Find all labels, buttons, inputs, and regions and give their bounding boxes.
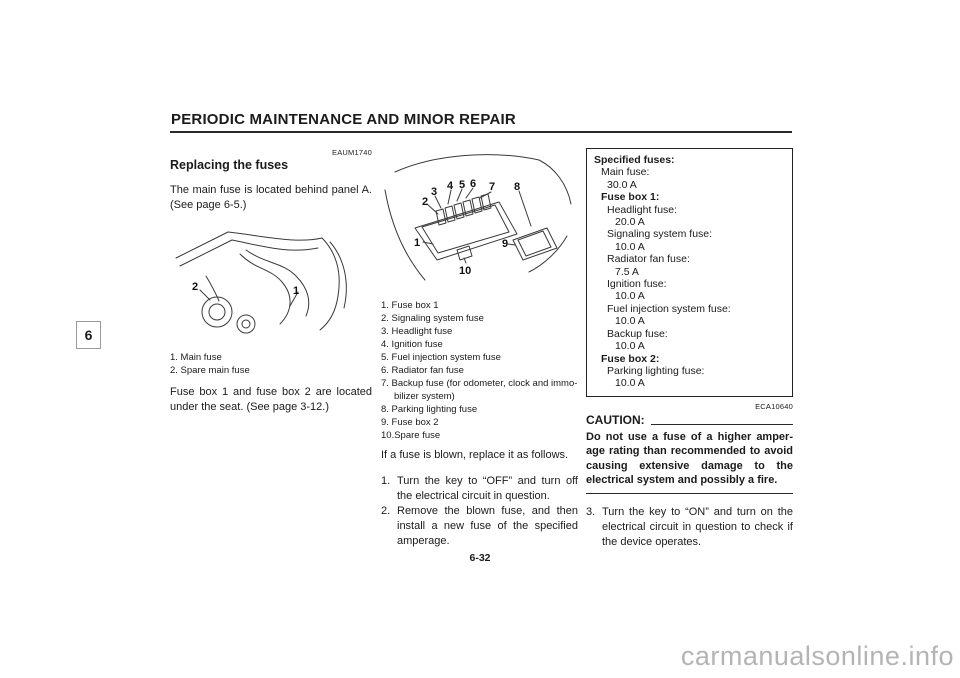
figure-caption: 6. Radiator fan fuse [381,365,464,376]
section-heading: Replacing the fuses [170,158,289,172]
caution-code: ECA10640 [755,401,793,411]
step-text: Turn the key to “ON” and turn on the electrical circuit in question to check if the device operates. [602,505,793,548]
figure-callout-1: 1 [414,237,421,249]
step-text: Turn the key to “OFF” and turn off the electrical circuit in question. [397,475,578,502]
figure-caption: 2. Spare main fuse [170,365,250,376]
caution-label: CAUTION: [586,412,645,427]
figure-caption: 3. Headlight fuse [381,326,453,337]
instruction-step-1 [381,474,578,504]
figure-callout-4: 4 [447,180,454,192]
figure-caption: 1. Main fuse [170,352,222,363]
line-art [176,232,346,333]
spec-row: Headlight fuse: [607,203,678,216]
instruction-step-2 [381,504,578,549]
column-left [170,148,372,426]
spec-row: 20.0 A [615,216,645,229]
watermark-text: carmanualsonline.info [680,641,954,671]
spec-row: Main fuse: [601,166,650,179]
spec-row: Parking lighting fuse: [607,364,705,377]
column-right [586,148,793,550]
figure-caption: 1. Fuse box 1 [381,300,439,311]
spec-row: 30.0 A [607,178,637,191]
paragraph-fuse-boxes-location: Fuse box 1 and fuse box 2 are located under the seat. (See page 3-12.) [170,386,372,413]
figure-caption: 8. Parking lighting fuse [381,404,478,415]
figure-caption: 7. Backup fuse (for odometer, clock and immo-bilizer system) [381,378,578,402]
spec-row: Radiator fan fuse: [607,253,690,266]
figure-caption: 4. Ignition fuse [381,339,443,350]
chapter-tab: 6 [76,321,101,349]
spec-row: 10.0 A [615,377,645,390]
caution-text: Do not use a fuse of a higher amper-age rating than recommended to avoid causing extensive damage to the electrical system and possibly a fire. [586,430,793,494]
spec-row: Backup fuse: [607,327,668,340]
figure-main-fuse [170,224,372,347]
spec-row: Signaling system fuse: [607,228,713,241]
figure-callout-2: 2 [422,196,429,208]
spec-row: Fuse box 2: [601,352,660,365]
caution-header [586,413,793,427]
figure-callout-10: 10 [459,265,472,277]
figure-caption: 2. Signaling system fuse [381,313,484,324]
line-art [385,155,571,280]
header-rule [170,131,792,133]
figure-fuse-boxes-art [381,148,577,290]
figure-callout-1: 1 [293,285,300,297]
figure-callout-7: 7 [489,181,496,193]
figure-main-fuse-art [170,224,370,342]
page-number: 6-32 [469,552,491,564]
caution-rule [651,424,793,425]
spec-row: 10.0 A [615,240,645,253]
step-number: 2. [381,505,391,517]
spec-row: Specified fuses: [594,154,675,166]
figure-callout-9: 9 [502,238,509,250]
figure-callout-3: 3 [431,186,438,198]
figure-caption: 10.Spare fuse [381,430,441,441]
figure-caption: 5. Fuel injection system fuse [381,352,501,363]
paragraph-main-fuse-location: The main fuse is located behind panel A. (See page 6-5.) [170,184,372,211]
spec-row: 10.0 A [615,340,645,353]
step-text: Remove the blown fuse, and then install a new fuse of the specified amperage. [397,505,578,547]
spec-row: 7.5 A [615,265,639,278]
step-number: 1. [381,475,391,487]
column-middle [381,148,578,549]
figure-callout-2: 2 [192,281,199,293]
instruction-step-3 [586,505,793,550]
step-number: 3. [586,505,596,518]
spec-row: Fuse box 1: [601,191,660,204]
paragraph-fuse-blown-intro: If a fuse is blown, replace it as follows. [381,449,569,461]
figure-callout-5: 5 [459,179,466,191]
figure-caption: 9. Fuse box 2 [381,417,439,428]
figure-fuse-boxes [381,148,578,295]
section-code: EAUM1740 [332,148,372,157]
figure-callout-8: 8 [514,181,521,193]
spec-row: 10.0 A [615,290,645,303]
spec-row: Fuel injection system fuse: [607,302,731,315]
spec-row: Ignition fuse: [607,278,667,291]
spec-row: 10.0 A [615,315,645,328]
specified-fuses-box [586,148,793,397]
figure-callout-6: 6 [470,178,477,190]
page-header-title: PERIODIC MAINTENANCE AND MINOR REPAIR [171,111,516,128]
